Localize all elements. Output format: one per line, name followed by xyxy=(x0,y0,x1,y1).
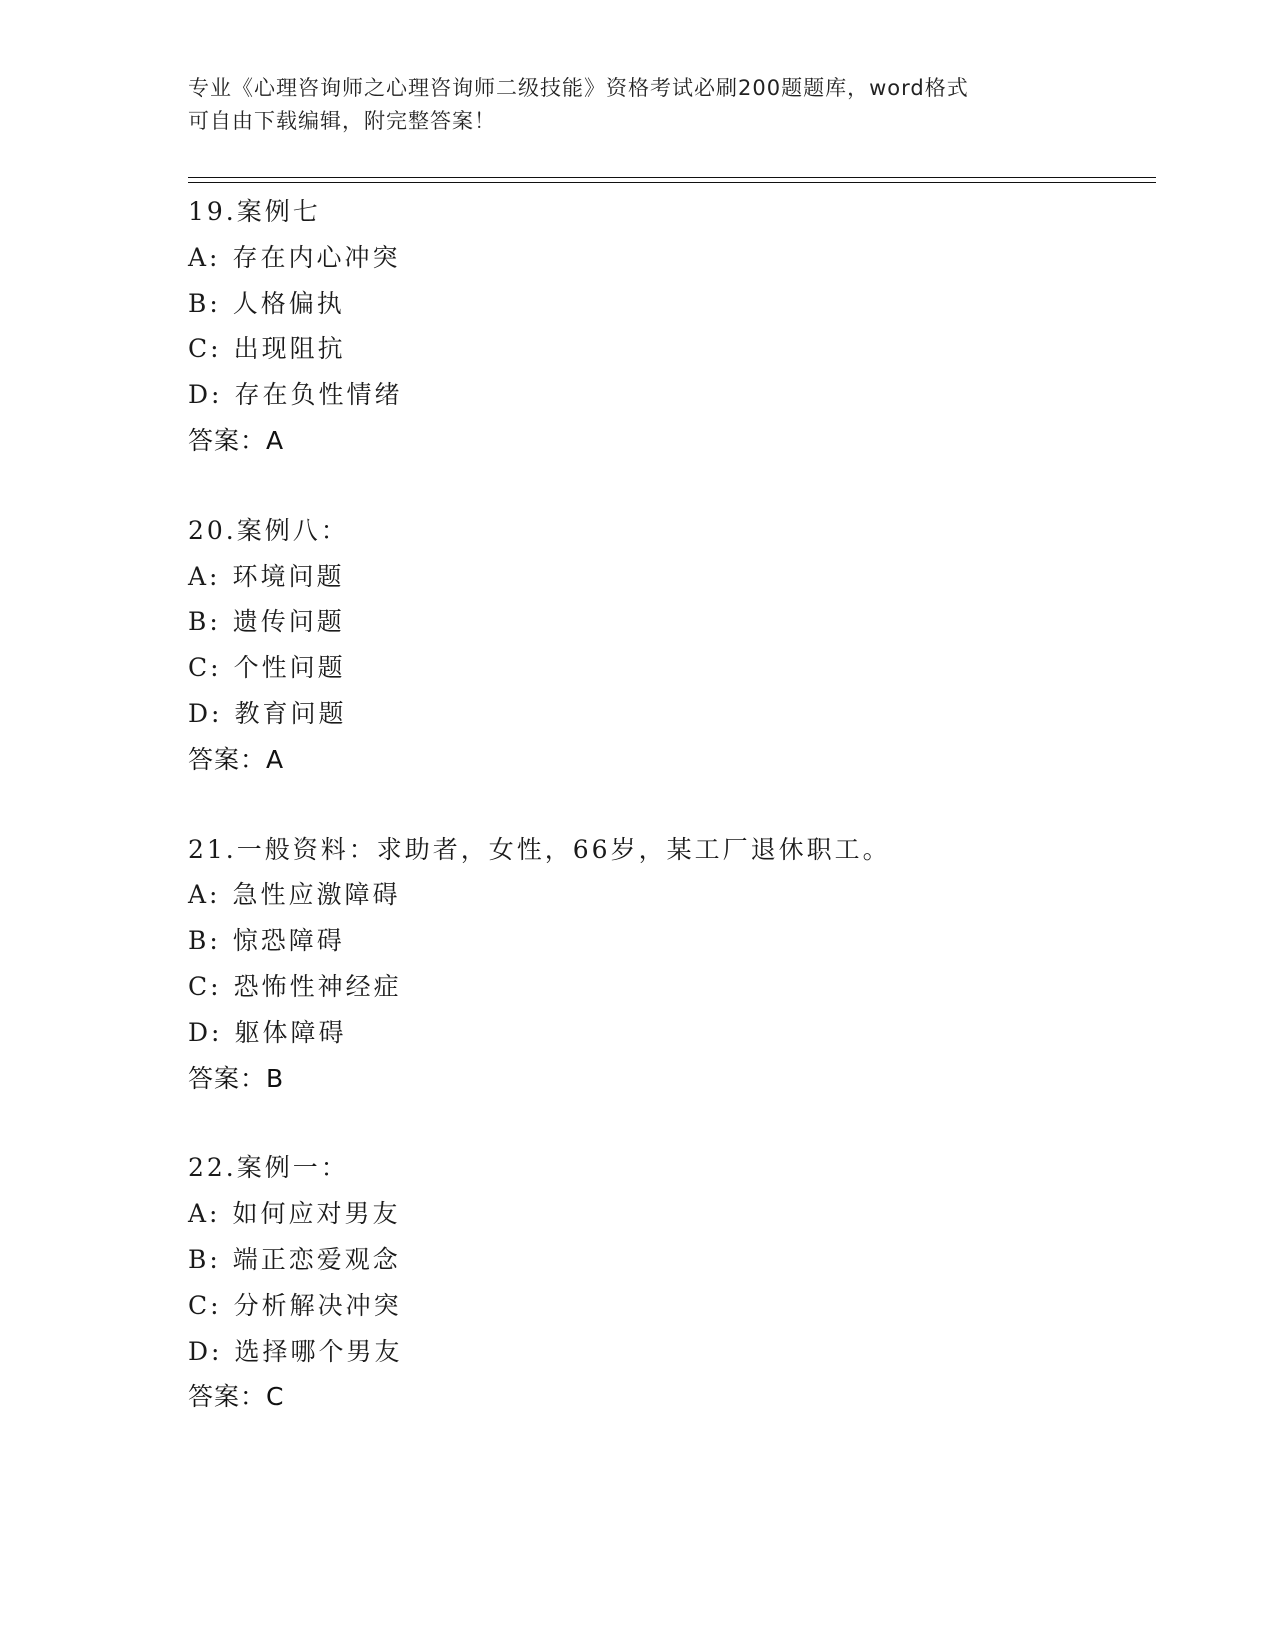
question-20 xyxy=(188,508,1148,783)
option-a xyxy=(188,872,1148,918)
question-list xyxy=(188,189,1148,1464)
option-text: 惊恐障碍 xyxy=(232,926,345,956)
option-key: B: xyxy=(188,288,221,318)
option-c xyxy=(188,326,1148,372)
option-key: A: xyxy=(188,242,221,272)
option-d xyxy=(188,691,1148,737)
option-c xyxy=(188,1283,1148,1329)
answer-line: 答案：B xyxy=(188,1063,285,1093)
question-21 xyxy=(188,827,1148,1102)
question-19 xyxy=(188,189,1148,464)
question-title: 21.一般资料：求助者，女性，66岁，某工厂退休职工。 xyxy=(188,834,891,864)
option-text: 遗传问题 xyxy=(232,607,345,637)
option-key: C: xyxy=(188,334,222,364)
option-text: 如何应对男友 xyxy=(232,1199,401,1229)
option-b xyxy=(188,599,1148,645)
document-header xyxy=(188,72,1068,138)
option-text: 急性应激障碍 xyxy=(232,880,401,910)
option-key: A: xyxy=(188,880,221,910)
answer-line: 答案：A xyxy=(188,744,285,774)
option-text: 存在内心冲突 xyxy=(232,242,401,272)
option-key: D: xyxy=(188,380,223,410)
option-key: A: xyxy=(188,1199,221,1229)
header-line-2: 可自由下载编辑，附完整答案！ xyxy=(188,109,496,133)
option-key: C: xyxy=(188,971,222,1001)
option-text: 存在负性情绪 xyxy=(234,380,403,410)
header-divider-bottom xyxy=(188,182,1156,183)
option-key: C: xyxy=(188,1290,222,1320)
question-22 xyxy=(188,1145,1148,1420)
option-text: 出现阻抗 xyxy=(233,334,346,364)
option-key: B: xyxy=(188,1244,221,1274)
option-text: 人格偏执 xyxy=(232,288,345,318)
option-key: D: xyxy=(188,698,223,728)
option-text: 端正恋爱观念 xyxy=(232,1244,401,1274)
option-key: D: xyxy=(188,1017,223,1047)
option-c xyxy=(188,964,1148,1010)
option-text: 分析解决冲突 xyxy=(233,1290,402,1320)
header-line-1: 专业《心理咨询师之心理咨询师二级技能》资格考试必刷200题题库，word格式 xyxy=(188,76,969,100)
option-b xyxy=(188,1237,1148,1283)
question-title: 22.案例一： xyxy=(188,1153,349,1183)
option-text: 恐怖性神经症 xyxy=(233,971,402,1001)
option-text: 环境问题 xyxy=(232,561,345,591)
header-divider-top xyxy=(188,177,1156,178)
option-d xyxy=(188,1010,1148,1056)
answer-line: 答案：C xyxy=(188,1382,285,1412)
option-d xyxy=(188,1329,1148,1375)
option-b xyxy=(188,281,1148,327)
option-key: A: xyxy=(188,561,221,591)
answer-line: 答案：A xyxy=(188,425,285,455)
option-a xyxy=(188,554,1148,600)
option-text: 教育问题 xyxy=(234,698,347,728)
question-title: 20.案例八： xyxy=(188,515,349,545)
option-key: C: xyxy=(188,653,222,683)
option-a xyxy=(188,235,1148,281)
option-key: D: xyxy=(188,1336,223,1366)
option-key: B: xyxy=(188,607,221,637)
question-title: 19.案例七 xyxy=(188,197,321,226)
option-text: 个性问题 xyxy=(233,653,346,683)
option-text: 选择哪个男友 xyxy=(234,1336,403,1366)
option-key: B: xyxy=(188,926,221,956)
option-text: 躯体障碍 xyxy=(234,1017,347,1047)
option-b xyxy=(188,918,1148,964)
option-a xyxy=(188,1191,1148,1237)
option-c xyxy=(188,645,1148,691)
option-d xyxy=(188,372,1148,418)
